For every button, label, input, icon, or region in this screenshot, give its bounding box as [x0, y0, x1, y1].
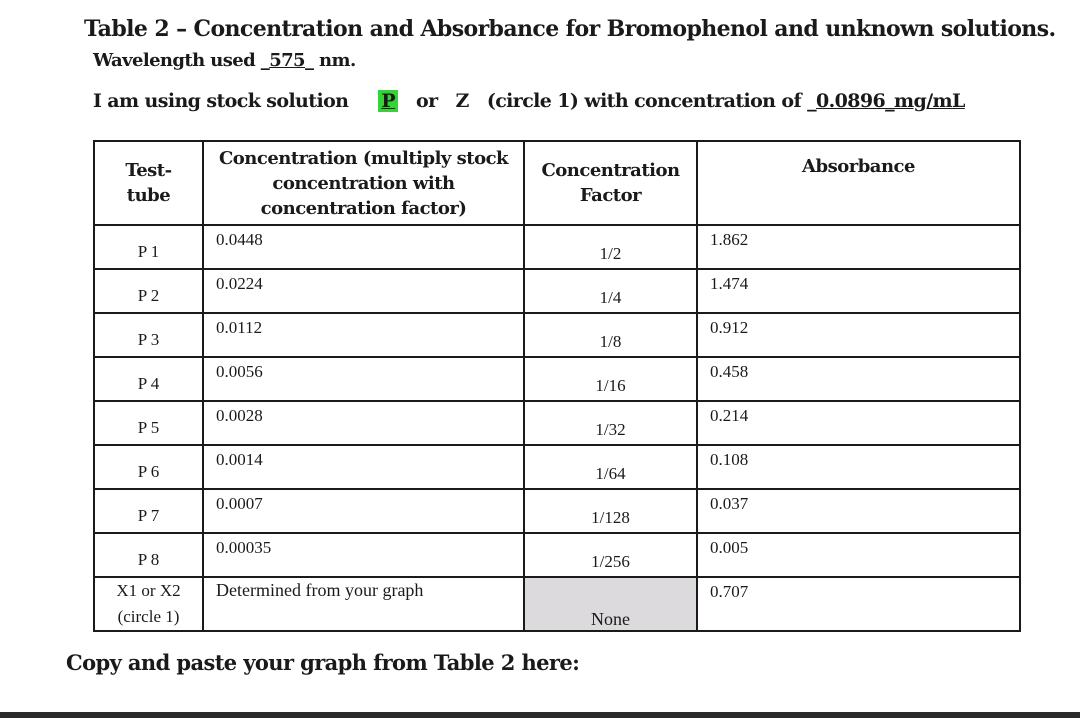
unknown-tube-label: X1 or X2: [116, 581, 181, 600]
absorbance-cell: 0.108: [697, 445, 1020, 489]
absorbance-cell: 1.474: [697, 269, 1020, 313]
table-row: [94, 313, 1020, 357]
table-row: [94, 533, 1020, 577]
circle-note: (circle 1) with concentration of _: [486, 90, 816, 112]
concentration-cell: 0.0112: [203, 313, 524, 357]
table-header-row: [94, 141, 1020, 225]
table-title: Table 2 – Concentration and Absorbance for Bromophenol and unknown solutions.: [84, 16, 1056, 42]
factor-cell: 1/16: [524, 357, 697, 401]
tube-cell: P 3: [94, 313, 203, 357]
unknown-row: [94, 577, 1020, 631]
absorbance-cell: 0.458: [697, 357, 1020, 401]
header-absorbance: Absorbance: [697, 141, 1020, 225]
table-row: [94, 401, 1020, 445]
unknown-concentration-cell: Determined from your graph: [203, 577, 524, 631]
unknown-tube-cell: [94, 577, 203, 631]
tube-cell: P 8: [94, 533, 203, 577]
factor-cell: 1/4: [524, 269, 697, 313]
stock-concentration-unit: _mg/mL: [885, 90, 965, 112]
absorbance-cell: 0.005: [697, 533, 1020, 577]
table-row: [94, 269, 1020, 313]
stock-solution-line: [93, 90, 965, 112]
factor-cell: 1/64: [524, 445, 697, 489]
tube-cell: P 7: [94, 489, 203, 533]
absorbance-cell: 1.862: [697, 225, 1020, 269]
tube-cell: P 6: [94, 445, 203, 489]
absorbance-cell: 0.214: [697, 401, 1020, 445]
table-row: [94, 489, 1020, 533]
stock-prefix: I am using stock solution: [93, 90, 349, 112]
graph-instruction: Copy and paste your graph from Table 2 here:: [66, 650, 580, 675]
header-concentration-factor: Concentration Factor: [524, 141, 697, 225]
tube-cell: P 4: [94, 357, 203, 401]
unknown-tube-circle-note: (circle 1): [117, 607, 180, 626]
table-body: [94, 225, 1020, 577]
factor-cell: 1/32: [524, 401, 697, 445]
wavelength-line: [93, 50, 356, 71]
header-test-tube: Test-tube: [94, 141, 203, 225]
stock-option-p-highlighted: P: [378, 90, 398, 112]
table-row: [94, 357, 1020, 401]
table-row: [94, 225, 1020, 269]
concentration-cell: 0.0224: [203, 269, 524, 313]
header-concentration: Concentration (multiply stock concentration with concentration factor): [203, 141, 524, 225]
concentration-absorbance-table: [93, 140, 1021, 632]
tube-cell: P 5: [94, 401, 203, 445]
bottom-divider-bar: [0, 712, 1080, 718]
concentration-cell: 0.0448: [203, 225, 524, 269]
table-row: [94, 445, 1020, 489]
concentration-cell: 0.0028: [203, 401, 524, 445]
wavelength-value: 575: [269, 50, 305, 71]
unknown-factor-cell: None: [524, 577, 697, 631]
unknown-absorbance-cell: 0.707: [697, 577, 1020, 631]
tube-cell: P 2: [94, 269, 203, 313]
concentration-cell: 0.0056: [203, 357, 524, 401]
tube-cell: P 1: [94, 225, 203, 269]
factor-cell: 1/256: [524, 533, 697, 577]
factor-cell: 1/128: [524, 489, 697, 533]
concentration-cell: 0.0014: [203, 445, 524, 489]
concentration-cell: 0.00035: [203, 533, 524, 577]
concentration-cell: 0.0007: [203, 489, 524, 533]
absorbance-cell: 0.037: [697, 489, 1020, 533]
stock-concentration-value: 0.0896: [815, 90, 886, 112]
absorbance-cell: 0.912: [697, 313, 1020, 357]
factor-cell: 1/8: [524, 313, 697, 357]
stock-or-text: or: [416, 90, 438, 112]
wavelength-suffix: _ nm.: [304, 50, 356, 71]
factor-cell: 1/2: [524, 225, 697, 269]
stock-option-z: Z: [455, 90, 469, 112]
wavelength-prefix: Wavelength used _: [93, 50, 270, 71]
